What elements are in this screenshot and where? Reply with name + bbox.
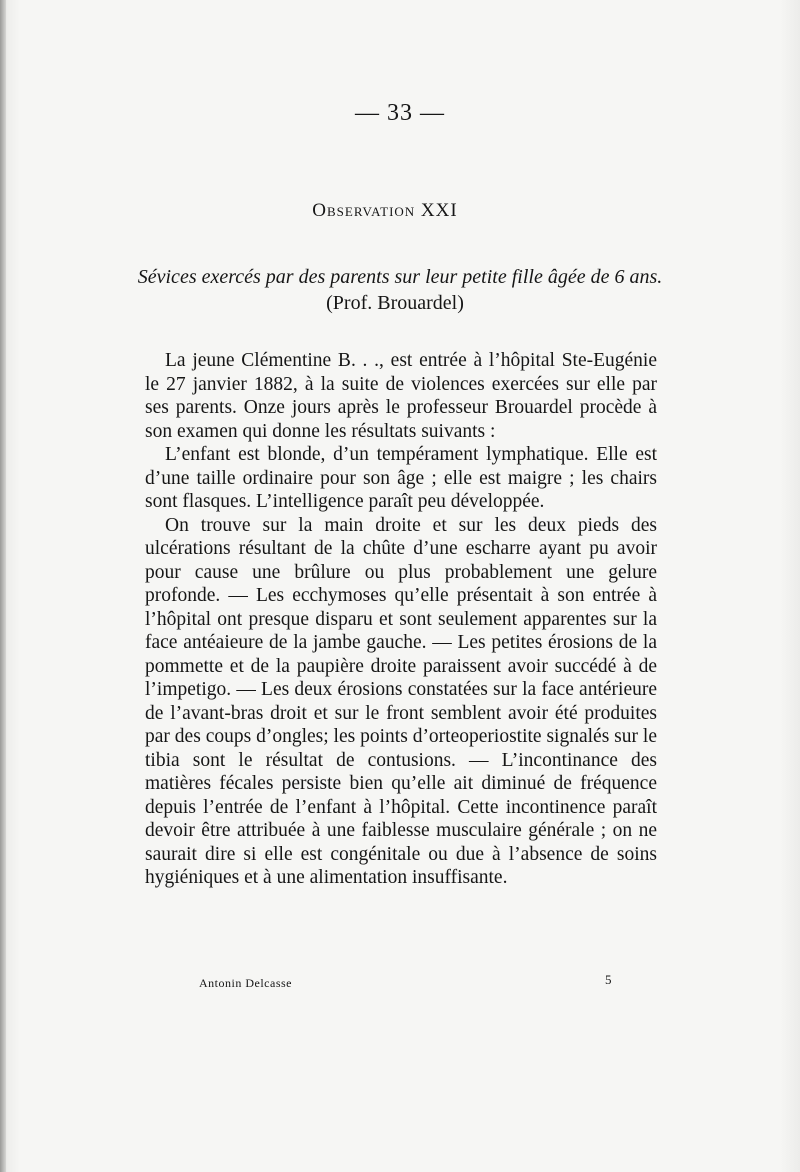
footer-signature: Antonin Delcasse: [199, 976, 292, 990]
observation-body: [145, 349, 657, 890]
paragraph: On trouve sur la main droite et sur les deux pieds des ulcérations résultant de la chûte d’une escharre ayant pu avoir pour cause une brûlure ou plus probablement une gelure profonde. — Les ecchymoses qu’elle présentait à son entrée à l’hôpital ont presque disparu et sont seulement apparentes sur la face antéaieure de la jambe gauche. — Les petites érosions de la pommette et de la paupière droite paraissent avoir succédé à de l’impetigo. — Les deux érosions constatées sur la face antérieure de l’avant-bras droit et sur le front semblent avoir été produites par des coups d’ongles; les points d’orteoperiostite signalés sur le tibia sont le résultat de contusions. — L’incontinance des matières fécales persiste bien qu’elle ait diminué de fréquence depuis l’entrée de l’enfant à l’hôpital. Cette incontinence paraît devoir être attribuée à une faiblesse musculaire générale ; on ne saurait dire si elle est congénitale ou due à l’absence de soins hygiéniques et à une alimentation insuffisante.: [145, 514, 657, 888]
page-binding-edge: [0, 0, 6, 1172]
footer-signature-mark: 5: [605, 972, 612, 987]
paragraph: La jeune Clémentine B. . ., est entrée à l’hôpital Ste-Eugénie le 27 janvier 1882, à la suite de violences exercées sur elle par ses parents. Onze jours après le professeur Brouardel procède à son examen qui donne les résultats suivants :: [145, 350, 657, 442]
case-author: (Prof. Brouardel): [326, 292, 464, 314]
page-number: — 33 —: [355, 100, 445, 126]
paragraph: L’enfant est blonde, d’un tempérament lymphatique. Elle est d’une taille ordinaire pour son âge ; elle est maigre ; les chairs sont flasques. L’intelligence paraît peu développée.: [145, 444, 657, 512]
case-subtitle: Sévices exercés par des parents sur leur petite fille âgée de 6 ans.: [137, 266, 663, 288]
observation-title: Observation XXI: [312, 200, 458, 221]
